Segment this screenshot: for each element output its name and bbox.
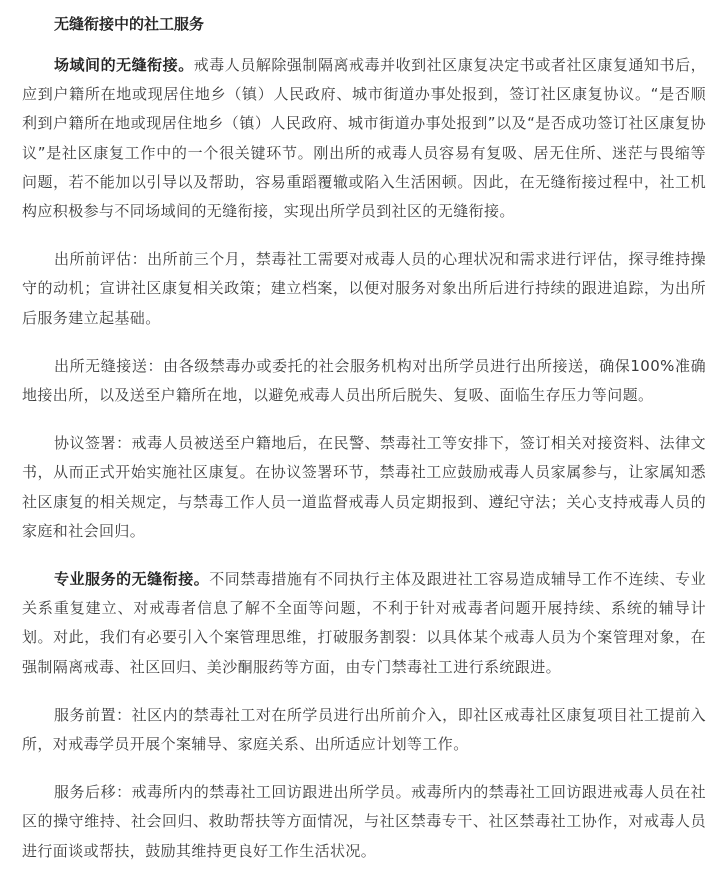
paragraph — [22, 565, 706, 682]
paragraph-text: 服务前置：社区内的禁毒社工对在所学员进行出所前介入，即社区戒毒社区康复项目社工提前入所，对戒毒学员开展个案辅导、家庭关系、出所适应计划等工作。 — [22, 705, 706, 754]
paragraph-text: 戒毒人员解除强制隔离戒毒并收到社区康复决定书或者社区康复通知书后，应到户籍所在地或现居住地乡（镇）人民政府、城市街道办事处报到，签订社区康复协议。“是否顺利到户籍所在地或现居住地乡（镇）人民政府、城市街道办事处报到”以及“是否成功签订社区康复协议”是社区康复工作中的一个很关键环节。刚出所的戒毒人员容易有复吸、居无住所、迷茫与畏缩等问题，若不能加以引导以及帮助，容易重蹈覆辙或陷入生活困顿。因此，在无缝衔接过程中，社工机构应积极参与不同场域间的无缝衔接，实现出所学员到社区的无缝衔接。 — [22, 56, 706, 221]
paragraph — [22, 778, 706, 866]
paragraph — [22, 429, 706, 546]
paragraph-text: 不同禁毒措施有不同执行主体及跟进社工容易造成辅导工作不连续、专业关系重复建立、对戒毒者信息了解不全面等问题，不利于针对戒毒者问题开展持续、系统的辅导计划。对此，我们有必要引入个案管理思维，打破服务割裂：以具体某个戒毒人员为个案管理对象，在强制隔离戒毒、社区回归、美沙酮服药等方面，由专门禁毒社工进行系统跟进。 — [22, 570, 706, 676]
article — [22, 9, 706, 885]
paragraph-text: 出所无缝接送：由各级禁毒办或委托的社会服务机构对出所学员进行出所接送，确保100%准确地接出所，以及送至户籍所在地，以避免戒毒人员出所后脱失、复吸、面临生存压力等问题。 — [22, 356, 706, 405]
article-title: 无缝衔接中的社工服务 — [54, 15, 205, 33]
paragraph-lead: 专业服务的无缝衔接。 — [54, 570, 210, 589]
paragraph-text: 出所前评估：出所前三个月，禁毒社工需要对戒毒人员的心理状况和需求进行评估，探寻维持操守的动机；宣讲社区康复相关政策；建立档案，以便对服务对象出所后进行持续的跟进追踪，为出所后服务建立起基础。 — [22, 250, 706, 327]
paragraph-lead: 场域间的无缝衔接。 — [54, 56, 194, 74]
paragraph — [22, 701, 706, 759]
paragraph — [22, 245, 706, 333]
paragraph — [22, 352, 706, 410]
paragraph-text: 协议签署：戒毒人员被送至户籍地后，在民警、禁毒社工等安排下，签订相关对接资料、法律文书，从而正式开始实施社区康复。在协议签署环节，禁毒社工应鼓励戒毒人员家属参与，让家属知悉社区康复的相关规定，与禁毒工作人员一道监督戒毒人员定期报到、遵纪守法；关心支持戒毒人员的家庭和社会回归。 — [22, 434, 706, 540]
paragraph — [22, 51, 706, 226]
paragraph-text: 服务后移：戒毒所内的禁毒社工回访跟进出所学员。戒毒所内的禁毒社工回访跟进戒毒人员在社区的操守维持、社会回归、救助帮扶等方面情况，与社区禁毒专干、社区禁毒社工协作，对戒毒人员进行面谈或帮扶，鼓励其维持更良好工作生活状况。 — [22, 783, 706, 860]
